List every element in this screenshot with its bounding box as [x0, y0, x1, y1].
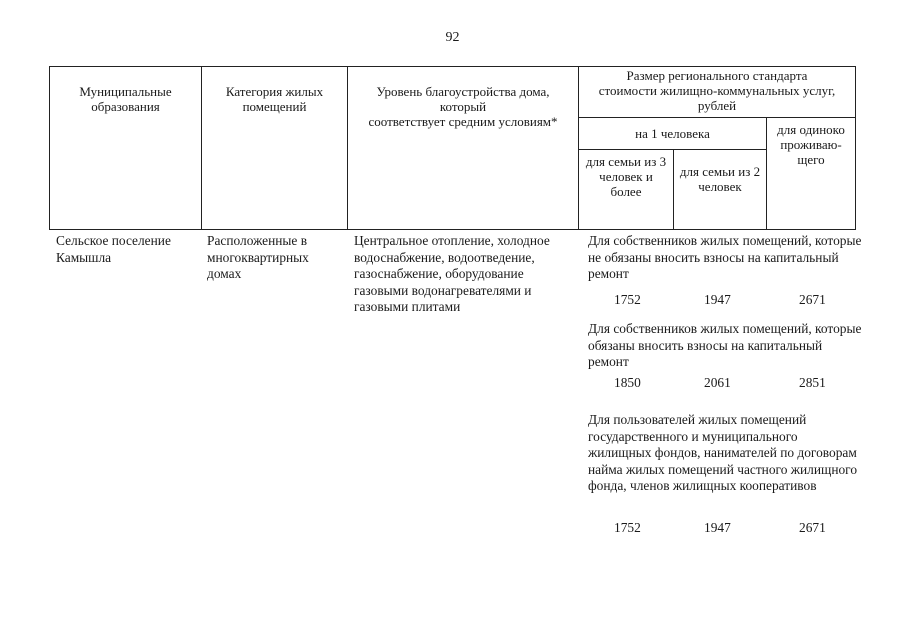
values-row	[588, 520, 863, 538]
header-family-2: для семьи из 2 человек	[674, 150, 767, 230]
header-amenities-line1: Уровень благоустройства дома, который	[376, 84, 550, 114]
value-family-2: 2061	[704, 375, 731, 390]
value-single: 2671	[799, 520, 826, 535]
value-family-3: 1752	[614, 292, 641, 307]
page-number: 92	[445, 30, 460, 45]
housing-category-cell: Расположенные в многоквартирных домах	[207, 233, 309, 281]
group-description: Для пользователей жилых помещений государственного и муниципального жилищных фондов, нанимателей по договорам найма жилых помещений частного жилищного фонда, членов жилищных кооперативов	[588, 412, 858, 493]
values-row	[588, 375, 863, 393]
group-description: Для собственников жилых помещений, которые обязаны вносить взносы на капитальный ремонт	[588, 321, 862, 369]
header-per-person: на 1 человека	[579, 118, 767, 150]
value-family-2: 1947	[704, 292, 731, 307]
header-single-resident: для одиноко проживаю-щего	[767, 118, 856, 230]
header-amenities-line2: соответствует средним условиям*	[368, 114, 558, 129]
value-single: 2671	[799, 292, 826, 307]
header-municipalities: Муниципальные образования	[50, 67, 202, 230]
value-family-3: 1850	[614, 375, 641, 390]
value-family-3: 1752	[614, 520, 641, 535]
header-table	[49, 66, 856, 230]
header-family-3: для семьи из 3 человек и более	[579, 150, 674, 230]
value-family-2: 1947	[704, 520, 731, 535]
header-standard-size: Размер регионального стандарта стоимости жилищно-коммунальных услуг, рублей	[579, 67, 856, 118]
value-single: 2851	[799, 375, 826, 390]
values-row	[588, 292, 863, 310]
group-description: Для собственников жилых помещений, которые не обязаны вносить взносы на капитальный ремонт	[588, 233, 862, 281]
amenities-cell: Центральное отопление, холодное водоснабжение, водоотведение, газоснабжение, оборудование газовыми водонагревателями и газовыми плитами	[354, 233, 550, 314]
municipality-cell: Сельское поселение Камышла	[56, 233, 171, 265]
header-housing-category: Категория жилых помещений	[202, 67, 348, 230]
header-amenities-level	[348, 67, 579, 230]
